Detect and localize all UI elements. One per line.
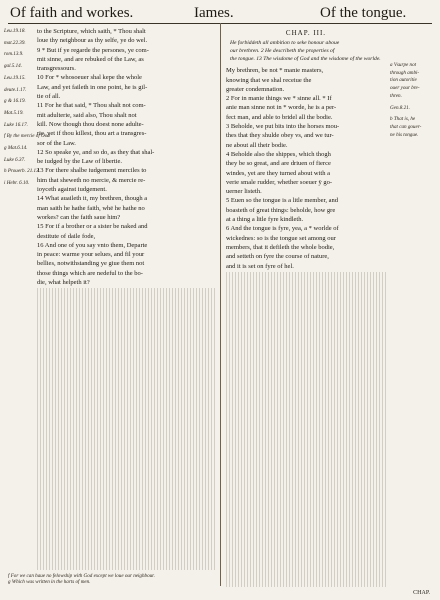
unread-text-line [37,421,217,429]
unread-text-line [226,537,386,545]
unread-text-line [226,363,386,371]
verse-line: 10 For * whosoeuer shal kepe the whole [37,74,142,82]
unread-text-line [37,537,217,545]
unread-text-line [226,571,386,579]
unread-text-line [226,272,386,280]
chapter-summary-line: He forbiddeth all ambition to seke honour aboue [230,40,340,47]
unread-text-line [37,338,217,346]
verse-line: destitute of daile fode, [37,232,96,240]
verse-line: knowing that we shal receiue the [226,76,312,84]
unread-text-line [226,380,386,388]
footnote: g Which was written in the harts of men. [8,579,91,586]
unread-text-line [226,288,386,296]
margin-note: Gen.8.21. [390,104,410,111]
verse-line: they be so great, and are driuen of fierce [226,160,331,168]
unread-text-line [226,504,386,512]
unread-text-line [37,396,217,404]
verse-line: mit adulterie, said also, Thou shalt not [37,111,137,119]
verse-line: 16 And one of you say vnto them, Departe [37,241,148,249]
margin-note: a Vsurpe not [390,62,417,68]
unread-text-line [226,347,386,355]
unread-text-line [226,280,386,288]
unread-text-line [226,338,386,346]
verse-line: loue thy neighbour as thy selfe, ye do wel. [37,37,148,45]
margin-note: gal.5.14. [4,63,22,70]
verse-line: to the Scripture, which saith, * Thou shalt [37,28,146,35]
margin-note: Luke 16.17. [4,121,28,128]
unread-text-line [226,438,386,446]
unread-text-line [37,446,217,454]
verse-line: ioyceth against iudgement. [37,186,107,194]
unread-text-line [226,429,386,437]
unread-text-line [226,388,386,396]
verse-line: members, that it defileth the whole bodie, [226,243,335,251]
unread-text-line [37,322,217,330]
unread-text-line [37,529,217,537]
unread-text-line [226,454,386,462]
verse-line: uerner listeth. [226,188,262,196]
verse-line: greater condemnation. [226,85,285,93]
verse-line: 14 What auaileth it, my brethren, though a [37,195,148,203]
unread-text-line [37,504,217,512]
verse-line: be iudged by the Law of libertie. [37,158,123,166]
unread-text-line [37,562,217,570]
unread-text-line [37,297,217,305]
unread-text-line [37,471,217,479]
chapter-summary-line: our brethren. 2 He describeth the properties of [230,48,335,55]
verse-line: in peace: warme your selues, and fil your [37,251,145,259]
chapter-heading: CHAP. III. [285,29,327,37]
verse-line: 9 * But if ye regarde the persones, ye com- [37,46,149,54]
unread-text-line [37,487,217,495]
verse-line: bellies, notwithstanding ye giue them not [37,260,145,268]
running-title-book: Iames. [194,5,234,21]
unread-text-line [37,363,217,371]
unread-text-line [37,438,217,446]
verse-line: 6 And the tongue is fyre, yea, a * worlde of [226,225,339,233]
margin-note: Mat.5.19. [4,109,24,116]
verse-line: 4 Beholde also the shippes, which thogh [226,150,331,158]
unread-text-line [226,322,386,330]
verse-line: wickednes: so is the tongue set among our [226,234,336,242]
margin-note: f By the mercie of God [4,133,50,140]
verse-line: 3 Beholde, we put bits into the horses mou- [226,123,340,131]
column-divider [220,23,221,586]
unread-text-line [37,546,217,554]
running-title-left: Of faith and workes. [10,5,134,21]
verse-line: 5 Euen so the tongue is a litle member, and [226,197,339,205]
verse-line: 15 For if a brother or a sister be naked and [37,223,148,231]
unread-text-line [226,355,386,363]
unread-text-line [226,496,386,504]
margin-note: Luke 6.37. [4,156,26,163]
unread-text-line [226,529,386,537]
margin-note: h Prouerb. 21.13. [4,168,40,175]
unread-text-line [226,446,386,454]
margin-note: ne his tongue. [390,131,419,138]
unread-text-line [226,371,386,379]
verse-line: mit sinne, and are rebuked of the Law, as [37,55,144,63]
footnotes-left [8,573,218,586]
verse-line: Law, and yet faileth in one point, he is gil- [37,83,148,91]
unread-text-line [37,313,217,321]
unread-text-line [37,454,217,462]
unread-text-line [37,512,217,520]
unread-text-line [37,429,217,437]
unread-text-line [37,554,217,562]
unread-text-line [226,413,386,421]
unread-text-line [37,496,217,504]
unread-text-line [226,405,386,413]
verse-line: boasteth of great things: beholde, how gre [226,206,336,214]
unread-text-line [37,330,217,338]
margin-note: mat.22.39. [4,39,26,46]
left-text-column [37,28,217,570]
unread-text-line [37,463,217,471]
verse-line: him that sheweth no mercie, & mercie re- [37,176,146,184]
verse-line: and setteth on fyre the course of nature, [226,253,329,261]
verse-line: fect man, and able to bridel all the bodie. [226,113,333,121]
verse-line: transgressours. [37,65,76,73]
margin-note: that can gouer- [390,123,422,130]
margin-note: rom.13.9. [4,51,24,58]
page-header [8,4,432,22]
verse-line: kill. Now though thou doest none adulte- [37,120,144,128]
verse-line: verie smale rudder, whether soeuer ÿ go- [226,178,333,186]
footnote: f For we can haue no felowship with God except we loue our neighbour. [8,572,155,579]
unread-text-line [37,355,217,363]
catchword: CHAP. [413,590,430,596]
unread-text-line [226,330,386,338]
verse-line: man saith he hathe faith, whē he hathe no [37,204,145,212]
chapter-summary-line: the tongue. 13 The wisdome of God and the wisdome of the worlde. [230,56,381,63]
unread-text-line [226,546,386,554]
margin-note: through ambi- [390,69,420,76]
unread-text-line [37,346,217,354]
unread-text-line [37,404,217,412]
running-title-right: Of the tongue. [320,5,407,21]
verse-line: and it is set on fyre of hel. [226,262,294,270]
verse-line: 11 For he that said, * Thou shalt not com- [37,102,146,110]
verse-line: 12 So speake ye, and so do, as they that shal- [37,148,155,156]
unread-text-line [226,521,386,529]
margin-note: thren. [390,92,402,99]
verse-line: rie, yet if thou killest, thou art a transgres- [37,130,147,138]
unread-text-line [226,488,386,496]
verse-line: those things which are nedeful to the bo- [37,269,143,277]
margin-note: deute.1.17. [4,86,27,93]
verse-line: sor of the Law. [37,139,76,147]
verse-line: 13 For there shalbe iudgement merciles to [37,167,147,175]
margin-note: ouer your bre- [390,85,420,92]
verse-line: ne about all their bodie. [226,141,288,149]
unread-text-line [37,288,217,296]
verse-line: My brethren, be not * manie masters, [226,67,324,75]
margin-note: tion autoritie [390,77,417,84]
unread-text-line [37,521,217,529]
unread-text-line [37,380,217,388]
verse-line: at a thing a litle fyre kindleth. [226,216,304,224]
unread-text-line [37,413,217,421]
verse-line: tie of all. [37,93,61,101]
unread-text-line [226,554,386,562]
verse-line: die, what helpeth it? [37,279,90,287]
margin-note: Leu.19.15. [4,74,26,81]
unread-text-line [37,305,217,313]
unread-text-line [226,313,386,321]
unread-text-line [226,396,386,404]
unread-text-line [226,463,386,471]
unread-text-line [226,421,386,429]
verse-line: anie man sinne not in * worde, he is a per- [226,104,337,112]
margin-note: g Mat.6.14. [4,145,28,152]
unread-text-line [226,512,386,520]
unread-text-line [226,479,386,487]
right-margin-notes [390,62,438,143]
unread-text-line [226,579,386,587]
unread-text-line [226,562,386,570]
unread-text-line [37,479,217,487]
verse-line: windes, yet are they turned about with a [226,169,330,177]
margin-note: i Hebr. 6.10. [4,180,30,187]
unread-text-line [226,471,386,479]
unread-text-line [226,305,386,313]
verse-line: thes that they shulde obey vs, and we tur- [226,132,334,140]
verse-line: 2 For in manie things we * sinne all. * If [226,95,332,103]
margin-note: Leu.19.18. [4,28,26,34]
verse-line: workes? can the faith saue him? [37,213,121,221]
unread-text-line [37,388,217,396]
unread-text-line [37,371,217,379]
unread-text-line [226,297,386,305]
margin-note: g & 16.19. [4,98,26,105]
margin-note: b That is, he [390,116,416,123]
right-text-column [226,28,386,587]
